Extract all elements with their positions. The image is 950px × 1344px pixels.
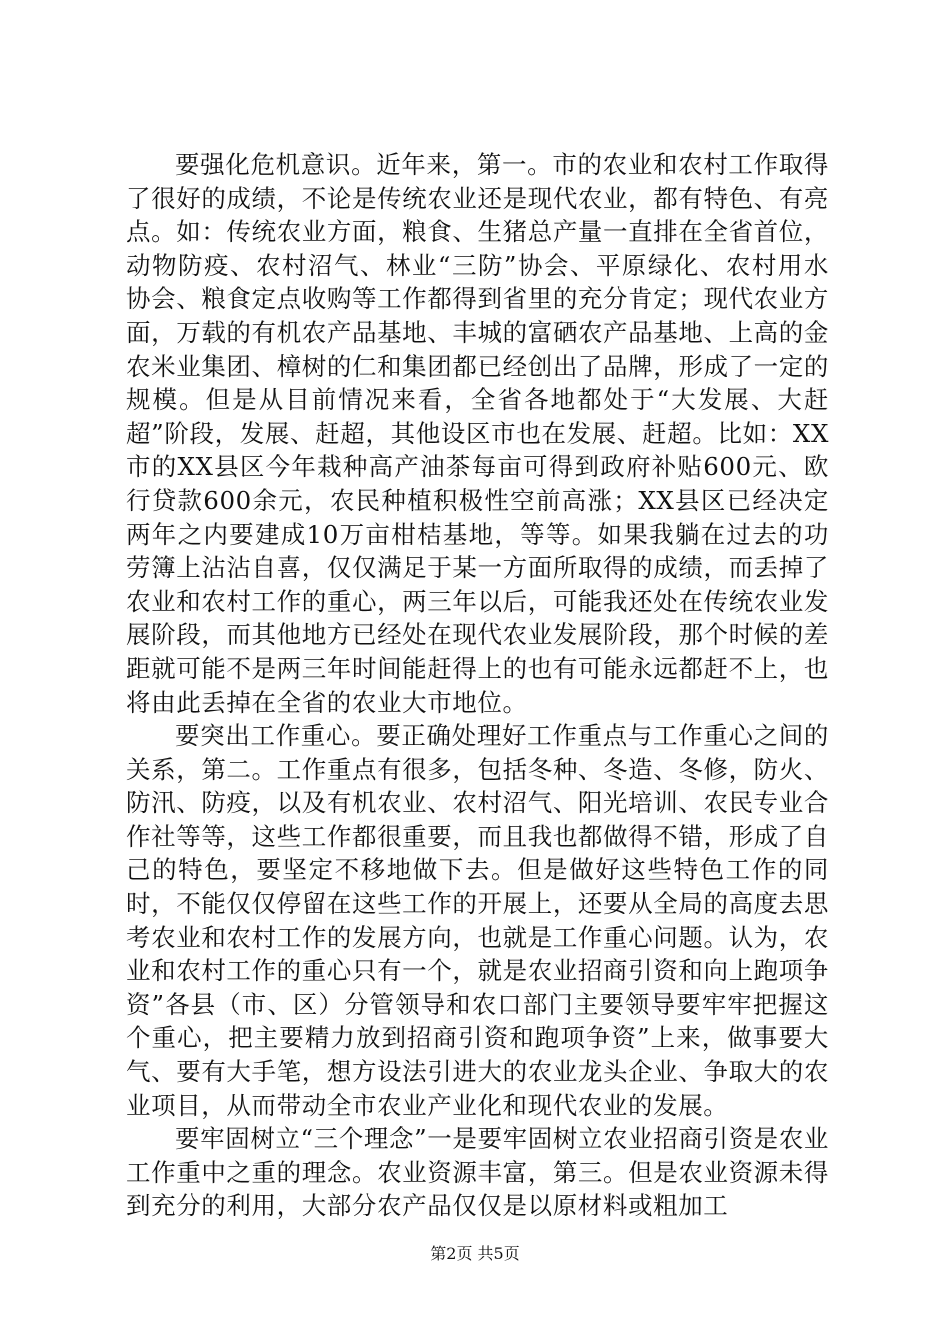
page-footer xyxy=(0,1241,950,1264)
paragraph-three-concepts: 要牢固树立“三个理念”一是要牢固树立农业招商引资是农业工作重中之重的理念。农业资源丰富，第三。但是农业资源未得到充分的利用，大部分农产品仅仅是以原材料或粗加工 xyxy=(126,1124,829,1221)
page-number: 第2页 共5页 xyxy=(430,1244,520,1263)
document-body xyxy=(126,148,829,1223)
paragraph-work-focus: 要突出工作重心。要正确处理好工作重点与工作重心之间的关系，第二。工作重点有很多，包括冬种、冬造、冬修，防火、防汛、防疫，以及有机农业、农村沼气、阳光培训、农民专业合作社等等，这些工作都很重要，而且我也都做得不错，形成了自己的特色，要坚定不移地做下去。但是做好这些特色工作的同时，不能仅仅停留在这些工作的开展上，还要从全局的高度去思考农业和农村工作的发展方向，也就是工作重心问题。认为，农业和农村工作的重心只有一个，就是农业招商引资和向上跑项争资”各县（市、区）分管领导和农口部门主要领导要牢牢把握这个重心，把主要精力放到招商引资和跑项争资”上来，做事要大气、要有大手笔，想方设法引进大的农业龙头企业、争取大的农业项目，从而带动全市农业产业化和现代农业的发展。 xyxy=(126,721,829,1120)
paragraph-crisis-awareness: 要强化危机意识。近年来，第一。市的农业和农村工作取得了很好的成绩，不论是传统农业还是现代农业，都有特色、有亮点。如：传统农业方面，粮食、生猪总产量一直排在全省首位，动物防疫、农村沼气、林业“三防”协会、平原绿化、农村用水协会、粮食定点收购等工作都得到省里的充分肯定；现代农业方面，万载的有机农产品基地、丰城的富硒农产品基地、上高的金农米业集团、樟树的仁和集团都已经创出了品牌，形成了一定的规模。但是从目前情况来看，全省各地都处于“大发展、大赶超”阶段，发展、赶超，其他设区市也在发展、赶超。比如：XX市的XX县区今年栽种高产油茶每亩可得到政府补贴600元、欧行贷款600余元，农民种植积极性空前高涨；XX县区已经决定两年之内要建成10万亩柑桔基地，等等。如果我躺在过去的功劳簿上沾沾自喜，仅仅满足于某一方面所取得的成绩，而丢掉了农业和农村工作的重心，两三年以后，可能我还处在传统农业发展阶段，而其他地方已经处在现代农业发展阶段，那个时候的差距就可能不是两三年时间能赶得上的也有可能永远都赶不上，也将由此丢掉在全省的农业大市地位。 xyxy=(126,150,829,717)
